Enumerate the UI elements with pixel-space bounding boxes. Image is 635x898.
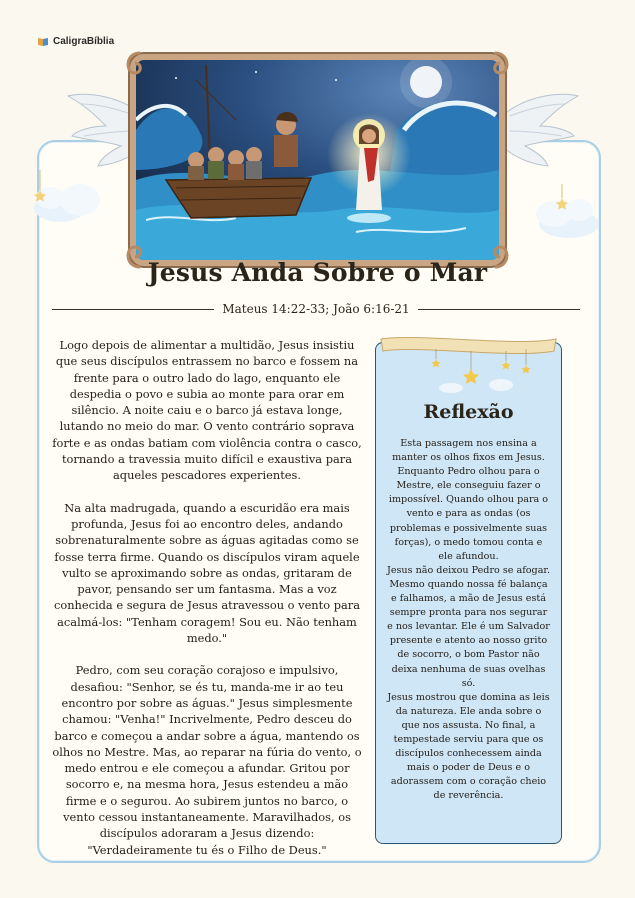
book-icon <box>37 37 49 47</box>
brand-logo <box>37 36 114 47</box>
story-paragraph: Pedro, com seu coração corajoso e impulsivo, desafiou: "Senhor, se és tu, manda-me ir ao teu encontro por sobre as águas." Jesus simplesmente chamou: "Venha!" Incrivelmente, Pedro desceu do barco e começou a andar sobre a água, mantendo os olhos no Mestre. Mas, ao reparar na fúria do vento, o medo entrou e ele começou a afundar. Gritou por socorro e, na mesma hora, Jesus estendeu a mão firme e o segurou. Ao subirem juntos no barco, o vento cessou instantaneamente. Maravilhados, os discípulos adoraram a Jesus dizendo: "Verdadeiramente tu és o Filho de Deus." <box>52 663 362 857</box>
angel-wing-right-icon <box>500 86 580 186</box>
reflection-title: Reflexão <box>423 401 514 423</box>
reflection-paragraph: Esta passagem nos ensina a manter os olhos fixos em Jesus. Enquanto Pedro olhou para o Mestre, ele conseguiu fazer o impossível. Quando olhou para o vento e para as ondas (os problemas e possivelmente suas forças), o medo tomou conta e ele afundou. <box>388 438 549 562</box>
brand-name: CaligraBíblia <box>53 36 115 47</box>
scripture-reference-row <box>52 302 580 316</box>
sea-illustration <box>136 60 499 260</box>
reflection-box <box>375 342 562 844</box>
story-paragraph: Na alta madrugada, quando a escuridão era mais profunda, Jesus foi ao encontro deles, andando sobrenaturalmente sobre as águas agitadas como se fosse terra firme. Quando os discípulos viram aquele vulto se aproximando sobre as ondas, gritaram de pavor, pensando ser um fantasma. Mas a voz conhecida e segura de Jesus atravessou o vento para acalmá-los: "Tenham coragem! Sou eu. Não tenham medo." <box>53 500 361 646</box>
divider <box>418 309 580 310</box>
frame-ornament-icon <box>120 48 150 88</box>
page-title: Jesus Anda Sobre o Mar <box>147 258 488 287</box>
reflection-text <box>386 437 551 803</box>
story-text <box>52 337 362 874</box>
reflection-paragraph: Jesus mostrou que domina as leis da natureza. Ele anda sobre o que nos assusta. No final, a tempestade serviu para que os discípulos conhecessem ainda mais o poder de Deus e o adorassem com o coração cheio de reverência. <box>387 691 550 802</box>
illustration-frame <box>130 54 505 266</box>
frame-ornament-icon <box>485 48 515 88</box>
scripture-reference: Mateus 14:22-33; João 6:16-21 <box>222 302 410 316</box>
reflection-paragraph: Jesus não deixou Pedro se afogar. Mesmo quando nossa fé balança e falhamos, a mão de Jesus está sempre pronta para nos segurar e nos levantar. Ele é um Salvador presente e atento ao nosso grito de socorro, o bom Pastor não deixa nenhuma de suas ovelhas só. <box>386 564 551 689</box>
scroll-banner-icon <box>376 333 561 403</box>
divider <box>52 309 214 310</box>
cloud-decoration-right <box>514 184 604 244</box>
story-paragraph: Logo depois de alimentar a multidão, Jesus insistiu que seus discípulos entrassem no barco e fossem na frente para o outro lado do lago, enquanto ele despedia o povo e subia ao monte para orar em silêncio. A noite caiu e o barco já estava longe, lutando no meio do mar. O vento contrário soprava forte e as ondas batiam com violência contra o casco, tornando a travessia muito difícil e exaustiva para aqueles pescadores experientes. <box>52 338 362 483</box>
